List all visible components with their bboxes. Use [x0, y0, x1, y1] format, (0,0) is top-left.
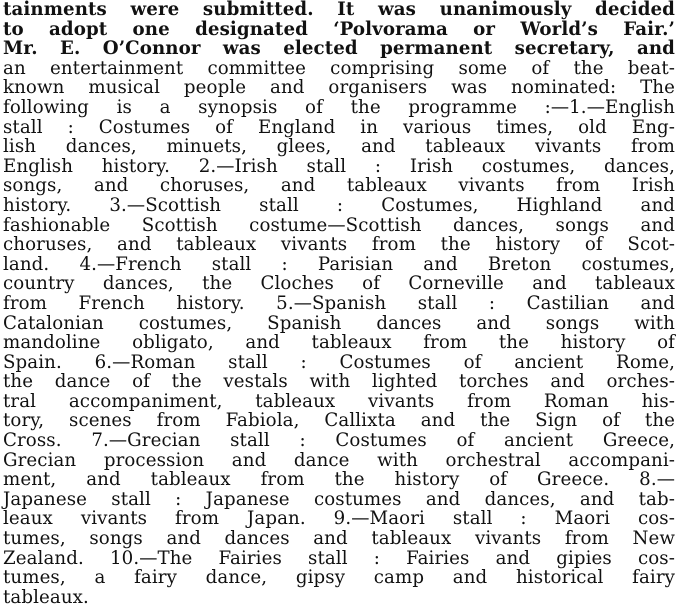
article-line: tral accompaniment, tableaux vivants from Roman his- [3, 390, 675, 412]
article-line: tumes, a fairy dance, gipsy camp and historical fairy [3, 567, 675, 589]
article-line: English history. 2.—Irish stall : Irish costumes, dances, [3, 155, 675, 177]
article-line: Zealand. 10.—The Fairies stall : Fairies and gipies cos- [3, 547, 675, 569]
article-body [3, 0, 675, 607]
article-line: tory, scenes from Fabiola, Callixta and the Sign of the [3, 410, 675, 432]
article-line: to adopt one designated ‘Polvorama or World’s Fair.’ [3, 18, 675, 40]
article-line: Mr. E. O’Connor was elected permanent secretary, and [3, 38, 675, 60]
article-line: Cross. 7.—Grecian stall : Costumes of ancient Greece, [3, 430, 675, 452]
article-line: fashionable Scottish costume—Scottish dances, songs and [3, 214, 675, 236]
article-line: Grecian procession and dance with orchestral accompani- [3, 449, 675, 471]
article-line: Spain. 6.—Roman stall : Costumes of ancient Rome, [3, 351, 675, 373]
article-line: land. 4.—French stall : Parisian and Breton costumes, [3, 253, 675, 275]
article-line: ment, and tableaux from the history of Greece. 8.— [3, 469, 675, 491]
article-line: an entertainment committee comprising some of the beat- [3, 57, 675, 79]
article-line: choruses, and tableaux vivants from the history of Scot- [3, 234, 675, 256]
article-line: country dances, the Cloches of Corneville and tableaux [3, 273, 675, 295]
article-line: Japanese stall : Japanese costumes and dances, and tab- [3, 488, 675, 510]
article-line: following is a synopsis of the programme :—1.—English [3, 96, 675, 118]
article-line: tumes, songs and dances and tableaux vivants from New [3, 528, 675, 550]
article-line: tainments were submitted. It was unanimously decided [3, 0, 675, 20]
article-line: mandoline obligato, and tableaux from the history of [3, 332, 675, 354]
article-line: Catalonian costumes, Spanish dances and songs with [3, 312, 675, 334]
article-line: history. 3.—Scottish stall : Costumes, Highland and [3, 194, 675, 216]
article-line: stall : Costumes of England in various times, old Eng- [3, 116, 675, 138]
article-line: tableaux. [3, 586, 89, 608]
article-line: the dance of the vestals with lighted torches and orches- [3, 371, 675, 393]
article-line: lish dances, minuets, glees, and tableaux vivants from [3, 136, 675, 158]
article-line: songs, and choruses, and tableaux vivants from Irish [3, 175, 675, 197]
article-line: known musical people and organisers was nominated: The [3, 77, 675, 99]
article-line: from French history. 5.—Spanish stall : Castilian and [3, 292, 675, 314]
article-line: leaux vivants from Japan. 9.—Maori stall : Maori cos- [3, 508, 675, 530]
